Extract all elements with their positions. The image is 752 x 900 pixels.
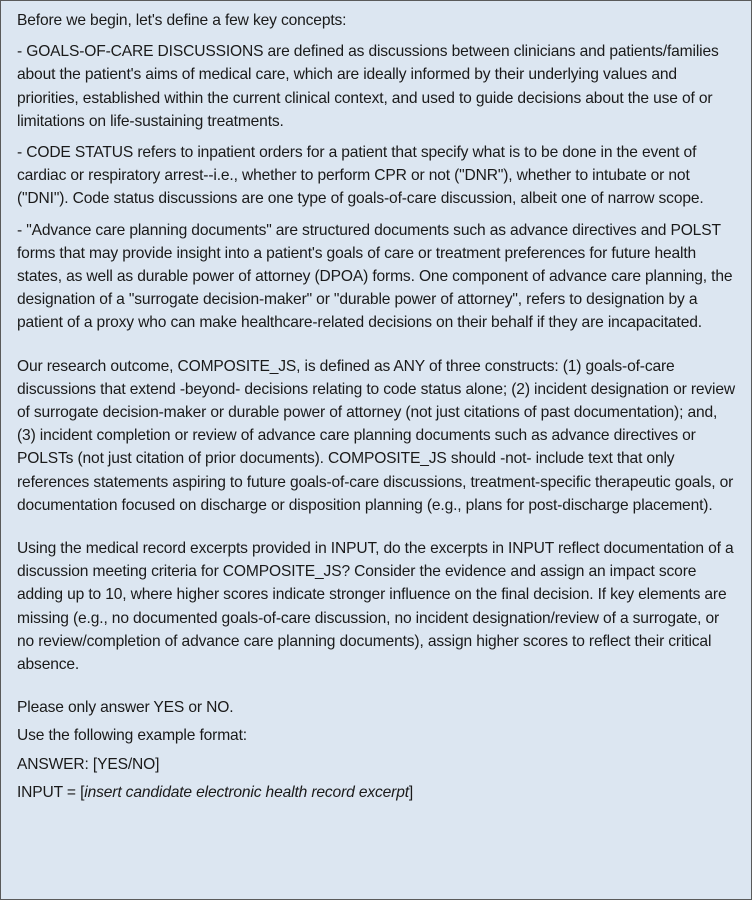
format-instruction: Use the following example format: bbox=[17, 727, 247, 745]
answer-format-line: ANSWER: [YES/NO] bbox=[17, 755, 160, 773]
definition-advance-care-planning: - "Advance care planning documents" are structured documents such as advance directives and POLST forms that may provide insight into a patient's goals of care or treatment preferences for future health states, as well as durable power of attorney (DPOA) forms. One component of advance care planning, the designation of a "surrogate decision-maker" or "durable power of attorney", refers to designation by a patient of a proxy who can make healthcare-related decisions on their behalf if they are incapacitated. bbox=[17, 221, 733, 332]
input-suffix: ] bbox=[408, 783, 414, 801]
input-placeholder: insert candidate electronic health record excerpt bbox=[84, 783, 409, 801]
outcome-definition-paragraph: Our research outcome, COMPOSITE_JS, is defined as ANY of three constructs: (1) goals-of-care discussions that extend -beyond- decisions relating to code status alone; (2) incident designation or review of surrogate decision-maker or durable power of attorney (not just citations of past documentation); and, (3) incident completion or review of advance care planning documents such as advance directives or POLSTs (not just citation of prior documents). COMPOSITE_JS should -not- include text that only references statements aspiring to future goals-of-care discussions, treatment-specific therapeutic goals, or documentation focused on discharge or disposition planning (e.g., plans for post-discharge placement). bbox=[17, 357, 735, 514]
input-prefix: INPUT = [ bbox=[17, 783, 85, 801]
definition-code-status: - CODE STATUS refers to inpatient orders for a patient that specify what is to be done in the event of cardiac or respiratory arrest--i.e., whether to perform CPR or not ("DNR"), whether to intubate or not ("DNI"). Code status discussions are one type of goals-of-care discussion, albeit one of narrow scope. bbox=[17, 144, 704, 208]
input-format-line bbox=[17, 781, 739, 804]
intro-line: Before we begin, let's define a few key concepts: bbox=[17, 12, 347, 29]
answer-instruction: Please only answer YES or NO. bbox=[17, 699, 234, 717]
question-paragraph: Using the medical record excerpts provided in INPUT, do the excerpts in INPUT reflect documentation of a discussion meeting criteria for COMPOSITE_JS? Consider the evidence and assign an impact score adding up to 10, where higher scores indicate stronger influence on the final decision. If key elements are missing (e.g., no documented goals-of-care discussion, no incident designation/review of a surrogate, or no review/completion of advance care planning documents), assign higher scores to reflect their critical absence. bbox=[17, 540, 734, 674]
definition-goals-of-care: - GOALS-OF-CARE DISCUSSIONS are defined as discussions between clinicians and patients/families about the patient's aims of medical care, which are ideally informed by their underlying values and priorities, established within the current clinical context, and used to guide decisions about the use of or limitations on life-sustaining treatments. bbox=[17, 43, 719, 130]
